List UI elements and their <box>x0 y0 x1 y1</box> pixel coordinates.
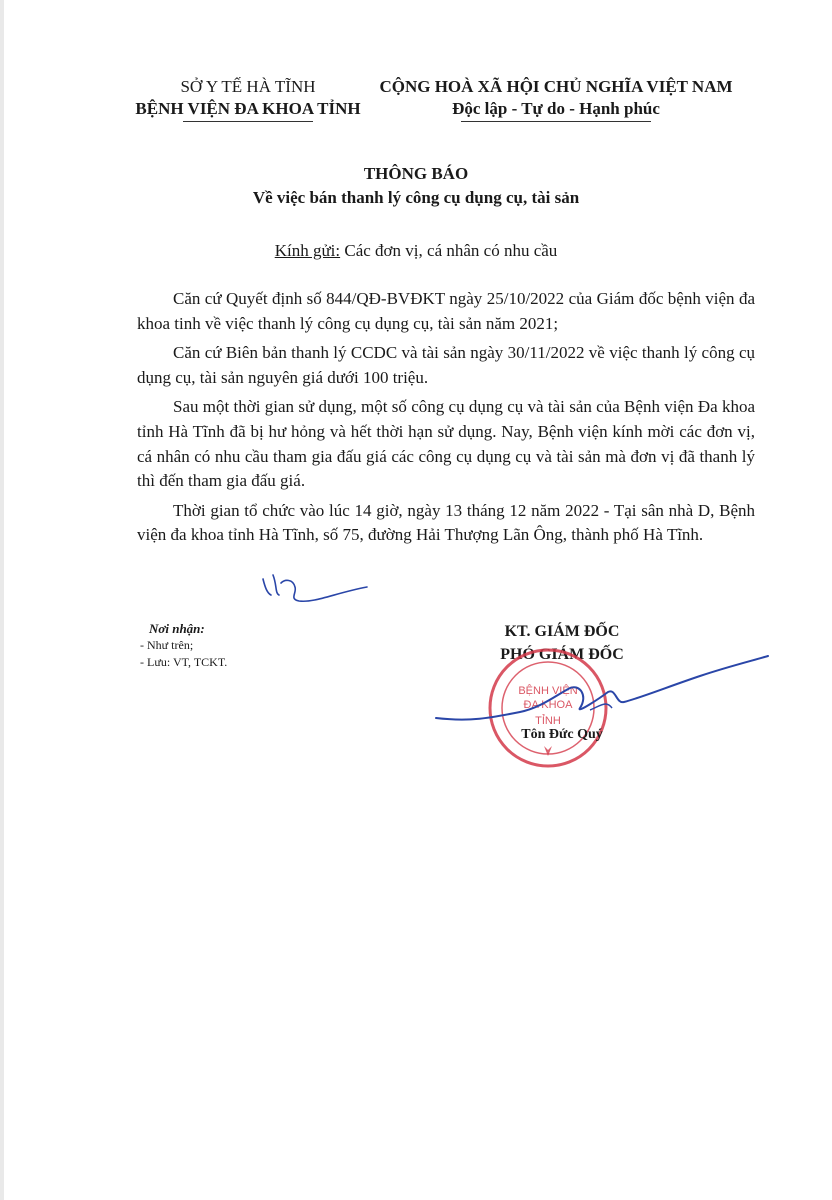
addressee-label: Kính gửi: <box>274 241 341 260</box>
agency-parent: SỞ Y TẾ HÀ TĨNH <box>180 77 316 96</box>
recipients-heading: Nơi nhận: <box>149 621 205 636</box>
title-subtitle: Về việc bán thanh lý công cụ dụng cụ, tài sản <box>252 188 580 207</box>
body-paragraph-3: Sau một thời gian sử dụng, một số công cụ dụng cụ và tài sản của Bệnh viện Đa khoa tỉnh Hà Tĩnh đã bị hư hỏng và hết thời hạn sử dụng. Nay, Bệnh viện kính mời các đơn vị, cá nhân có nhu cầu tham gia đấu giá các công cụ dụng cụ và tài sản mà đơn vị đã thanh lý thì đến tham gia đấu giá. <box>137 397 755 491</box>
seal-line-2: ĐA KHOA <box>523 699 573 711</box>
seal-star-icon <box>544 746 552 756</box>
signer-line-2: PHÓ GIÁM ĐỐC <box>500 646 624 663</box>
addressee-line <box>150 240 682 262</box>
national-motto: Độc lập - Tự do - Hạnh phúc <box>452 99 660 118</box>
agency-underline <box>183 121 313 122</box>
signer-name: Tôn Đức Quý <box>521 727 603 742</box>
seal-line-1: BỆNH VIỆN <box>518 685 578 697</box>
recipients-block <box>138 620 378 671</box>
agency-name: BỆNH VIỆN ĐA KHOA TỈNH <box>135 99 361 118</box>
header-national <box>366 76 746 122</box>
initial-signature <box>255 565 375 610</box>
recipient-item: - Lưu: VT, TCKT. <box>140 655 228 669</box>
document-body <box>137 287 755 553</box>
scan-edge <box>0 0 4 1200</box>
motto-underline <box>461 121 651 122</box>
body-paragraph-4: Thời gian tổ chức vào lúc 14 giờ, ngày 13 tháng 12 năm 2022 - Tại sân nhà D, Bệnh viện đa khoa tỉnh Hà Tĩnh, số 75, đường Hải Thượng Lãn Ông, thành phố Hà Tĩnh. <box>137 500 755 545</box>
signer-title <box>462 620 662 666</box>
signer-line-1: KT. GIÁM ĐỐC <box>504 623 620 640</box>
header-agency <box>118 76 378 122</box>
body-paragraph-2: Căn cứ Biên bản thanh lý CCDC và tài sản ngày 30/11/2022 về việc thanh lý công cụ dụng cụ, tài sản nguyên giá dưới 100 triệu. <box>137 343 755 387</box>
seal-line-3: TỈNH <box>535 715 561 727</box>
body-paragraph-1: Căn cứ Quyết định số 844/QĐ-BVĐKT ngày 25/10/2022 của Giám đốc bệnh viện đa khoa tinh về việc thanh lý công cụ dụng cụ, tài sản năm 2021; <box>137 289 755 333</box>
title-main: THÔNG BÁO <box>363 164 469 183</box>
addressee-value: Các đơn vị, cá nhân có nhu cầu <box>340 241 558 260</box>
recipient-item: - Như trên; <box>140 638 194 652</box>
document-title <box>150 162 682 210</box>
national-title: CỘNG HOÀ XÃ HỘI CHỦ NGHĨA VIỆT NAM <box>379 77 733 96</box>
